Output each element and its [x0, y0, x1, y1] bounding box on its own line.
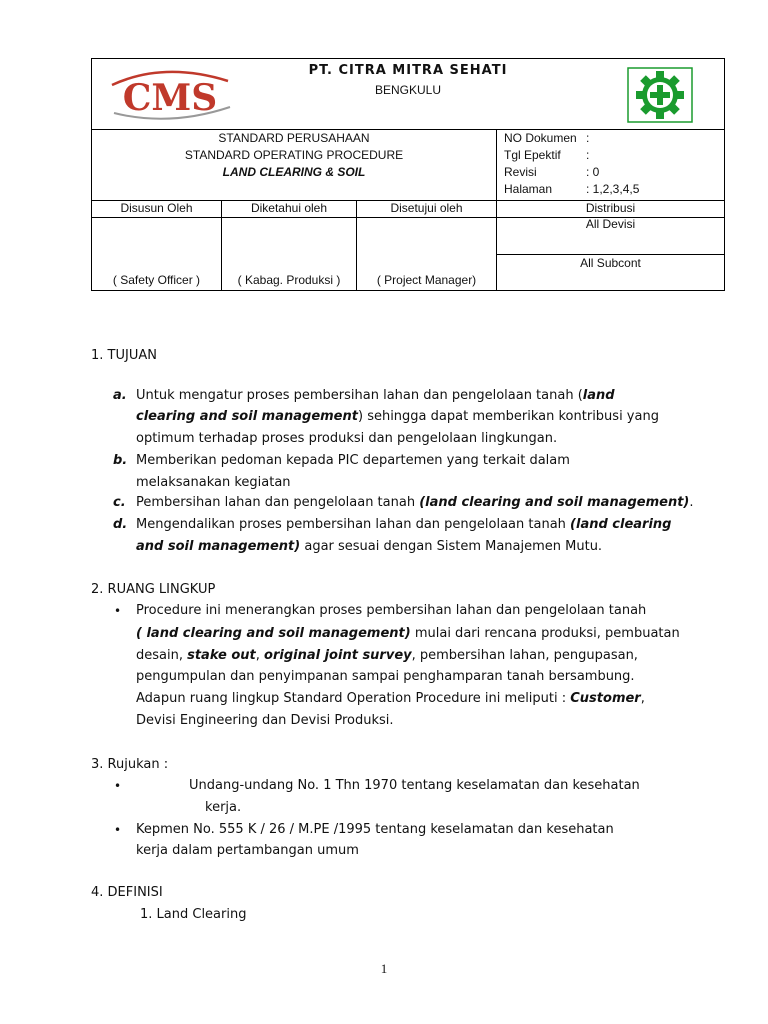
header-company-row: [92, 59, 724, 130]
scope-line-3: desain, stake out, original joint survey, pembersihan lahan, pengupasan,: [136, 648, 638, 663]
signature-cell-3: [357, 217, 497, 290]
item-c-line-1: Pembersihan lahan dan pengelolaan tanah (land clearing and soil management).: [136, 495, 694, 510]
title-line-3: LAND CLEARING & SOIL: [222, 165, 366, 179]
header-signature-row: [92, 217, 724, 290]
item-d-line-2: and soil management) agar sesuai dengan Sistem Manajemen Mutu.: [136, 539, 603, 554]
signature-project-manager: ( Project Manager): [376, 273, 477, 287]
signature-cell-2: [222, 217, 357, 290]
section-2-heading: 2. RUANG LINGKUP: [91, 582, 216, 597]
distribution-cell: [497, 217, 724, 290]
item-d-line-1: Mengendalikan proses pembersihan lahan dan pengelolaan tanah (land clearing: [136, 517, 672, 532]
distribution-all-subcont: All Subcont: [580, 256, 641, 270]
section-1-heading: 1. TUJUAN: [91, 348, 157, 363]
signature-safety-officer: ( Safety Officer ): [112, 273, 201, 287]
title-line-2: STANDARD OPERATING PROCEDURE: [184, 148, 404, 162]
header-title-row: [92, 129, 724, 201]
safety-gear-icon: [627, 67, 693, 123]
item-c-marker: c.: [113, 495, 126, 510]
sop-title-cell: [92, 129, 497, 200]
scope-line-4: pengumpulan dan penyimpanan sampai penghamparan tanah bersambung.: [136, 669, 635, 684]
item-a-line-2: clearing and soil management) sehingga dapat memberikan kontribusi yang: [136, 409, 659, 424]
item-b-line-1: Memberikan pedoman kepada PIC departemen yang terkait dalam: [136, 453, 570, 468]
item-a-line-1: Untuk mengatur proses pembersihan lahan dan pengelolaan tanah (land: [136, 388, 615, 403]
svg-text:CMS: CMS: [122, 77, 218, 119]
scope-line-5: Adapun ruang lingkup Standard Operation Procedure ini meliputi : Customer,: [136, 691, 645, 706]
scope-line-6: Devisi Engineering dan Devisi Produksi.: [136, 713, 394, 728]
item-a-line-3: optimum terhadap proses produksi dan pengelolaan lingkungan.: [136, 431, 558, 446]
bullet-icon: •: [114, 779, 122, 793]
bullet-icon: •: [114, 604, 122, 618]
meta-doc-number: NO Dokumen :: [504, 131, 590, 145]
document-meta: [504, 130, 719, 198]
meta-pages: Halaman : 1,2,3,4,5: [504, 182, 640, 196]
item-d-marker: d.: [113, 517, 128, 532]
definition-1: 1. Land Clearing: [140, 907, 247, 922]
item-a-marker: a.: [113, 388, 127, 403]
page-number: 1: [380, 961, 388, 976]
meta-revision: Revisi : 0: [504, 165, 600, 179]
reference-2-line-1: Kepmen No. 555 K / 26 / M.PE /1995 tentang keselamatan dan kesehatan: [136, 822, 614, 837]
col-distribution: Distribusi: [585, 201, 636, 215]
company-name: PT. CITRA MITRA SEHATI: [308, 63, 508, 78]
document-header-table: [91, 58, 725, 291]
item-b-line-2: melaksanakan kegiatan: [136, 475, 291, 490]
section-3-heading: 3. Rujukan :: [91, 757, 169, 772]
title-line-1: STANDARD PERUSAHAAN: [218, 131, 370, 145]
reference-2-line-2: kerja dalam pertambangan umum: [136, 843, 359, 858]
meta-effective-date: Tgl Epektif :: [504, 148, 590, 162]
scope-line-2: ( land clearing and soil management) mulai dari rencana produksi, pembuatan: [136, 626, 680, 641]
distribution-all-devisi: All Devisi: [497, 217, 724, 255]
company-city: BENGKULU: [374, 83, 442, 97]
reference-1-line-1: Undang-undang No. 1 Thn 1970 tentang keselamatan dan kesehatan: [189, 778, 640, 793]
col-approved-by: Disetujui oleh: [357, 200, 497, 217]
reference-1-line-2: kerja.: [205, 800, 242, 815]
bullet-icon: •: [114, 823, 122, 837]
item-b-marker: b.: [113, 453, 128, 468]
signature-cell-1: [92, 217, 222, 290]
header-column-labels: [92, 200, 724, 218]
signature-kabag-produksi: ( Kabag. Produksi ): [237, 273, 341, 287]
section-4-heading: 4. DEFINISI: [91, 885, 163, 900]
col-prepared-by: Disusun Oleh: [92, 200, 222, 217]
scope-line-1: Procedure ini menerangkan proses pembersihan lahan dan pengelolaan tanah: [136, 603, 647, 618]
col-acknowledged-by: Diketahui oleh: [222, 200, 357, 217]
